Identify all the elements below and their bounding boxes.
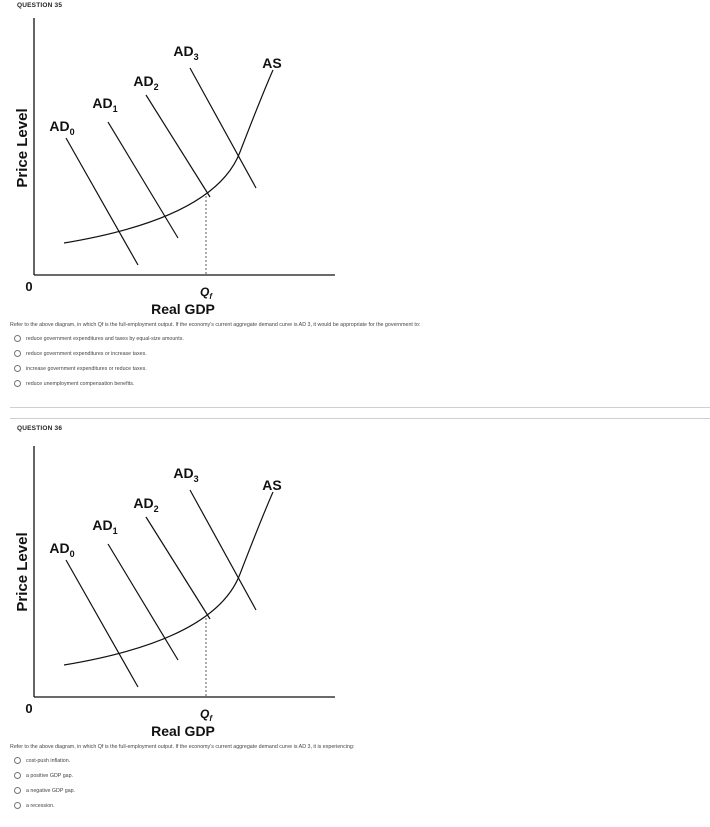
ad0-curve xyxy=(66,138,138,265)
ad-as-diagram xyxy=(0,0,345,320)
option-label: increase government expenditures or reduce taxes. xyxy=(26,365,147,372)
x-axis-label: Real GDP xyxy=(151,301,215,317)
ad0-label: $AD_0$ xyxy=(49,540,75,559)
origin-label: 0 xyxy=(25,701,33,716)
option-label: a recession. xyxy=(26,802,55,809)
ad1-label: $AD_1$ xyxy=(92,517,118,536)
as-label: AS xyxy=(262,55,282,71)
answer-option[interactable] xyxy=(14,361,184,376)
ad3-curve xyxy=(190,68,256,188)
radio-button[interactable] xyxy=(14,365,21,372)
as-label: AS xyxy=(262,477,282,493)
option-label: reduce unemployment compensation benefits. xyxy=(26,380,135,387)
qf-label: $Q_f$ xyxy=(199,285,213,301)
x-axis-label: Real GDP xyxy=(151,723,215,739)
question-35 xyxy=(0,0,710,405)
question-title: QUESTION 36 xyxy=(17,425,63,432)
ad3-label: $AD_3$ xyxy=(173,465,199,484)
answer-option[interactable] xyxy=(14,798,75,813)
ad3-curve xyxy=(190,490,256,610)
answer-options xyxy=(14,331,184,391)
ad1-curve xyxy=(108,122,178,238)
option-label: cost-push inflation. xyxy=(26,757,71,764)
ad2-label: $AD_2$ xyxy=(133,73,159,92)
option-label: reduce government expenditures and taxes by equal-size amounts. xyxy=(26,335,184,342)
ad3-label: $AD_3$ xyxy=(173,43,199,62)
radio-button[interactable] xyxy=(14,335,21,342)
origin-label: 0 xyxy=(25,279,33,294)
question-prompt: Refer to the above diagram, in which Qf is the full-employment output. If the economy's current aggregate demand curve is AD 3, it is experiencing: xyxy=(10,744,355,750)
qf-label: $Q_f$ xyxy=(199,707,213,723)
question-title: QUESTION 35 xyxy=(17,2,63,9)
answer-options xyxy=(14,753,75,813)
radio-button[interactable] xyxy=(14,350,21,357)
answer-option[interactable] xyxy=(14,331,184,346)
question-prompt: Refer to the above diagram, in which Qf is the full-employment output. If the economy's current aggregate demand curve is AD 3, it would be appropriate for the government to: xyxy=(10,322,421,328)
option-label: a negative GDP gap. xyxy=(26,787,76,794)
answer-option[interactable] xyxy=(14,346,184,361)
answer-option[interactable] xyxy=(14,783,75,798)
answer-option[interactable] xyxy=(14,753,75,768)
ad0-curve xyxy=(66,560,138,687)
y-axis-label: Price Level xyxy=(14,532,31,612)
ad0-label: $AD_0$ xyxy=(49,118,75,137)
radio-button[interactable] xyxy=(14,757,21,764)
radio-button[interactable] xyxy=(14,787,21,794)
ad2-curve xyxy=(146,517,210,619)
ad2-curve xyxy=(146,95,210,197)
section-divider xyxy=(10,407,710,408)
option-label: reduce government expenditures or increase taxes. xyxy=(26,350,147,357)
section-divider xyxy=(10,418,710,419)
ad1-curve xyxy=(108,544,178,660)
radio-button[interactable] xyxy=(14,380,21,387)
question-36 xyxy=(0,420,710,827)
answer-option[interactable] xyxy=(14,376,184,391)
radio-button[interactable] xyxy=(14,772,21,779)
answer-option[interactable] xyxy=(14,768,75,783)
ad2-label: $AD_2$ xyxy=(133,495,159,514)
ad1-label: $AD_1$ xyxy=(92,95,118,114)
option-label: a positive GDP gap. xyxy=(26,772,74,779)
y-axis-label: Price Level xyxy=(14,108,31,188)
radio-button[interactable] xyxy=(14,802,21,809)
ad-as-diagram xyxy=(0,422,345,742)
